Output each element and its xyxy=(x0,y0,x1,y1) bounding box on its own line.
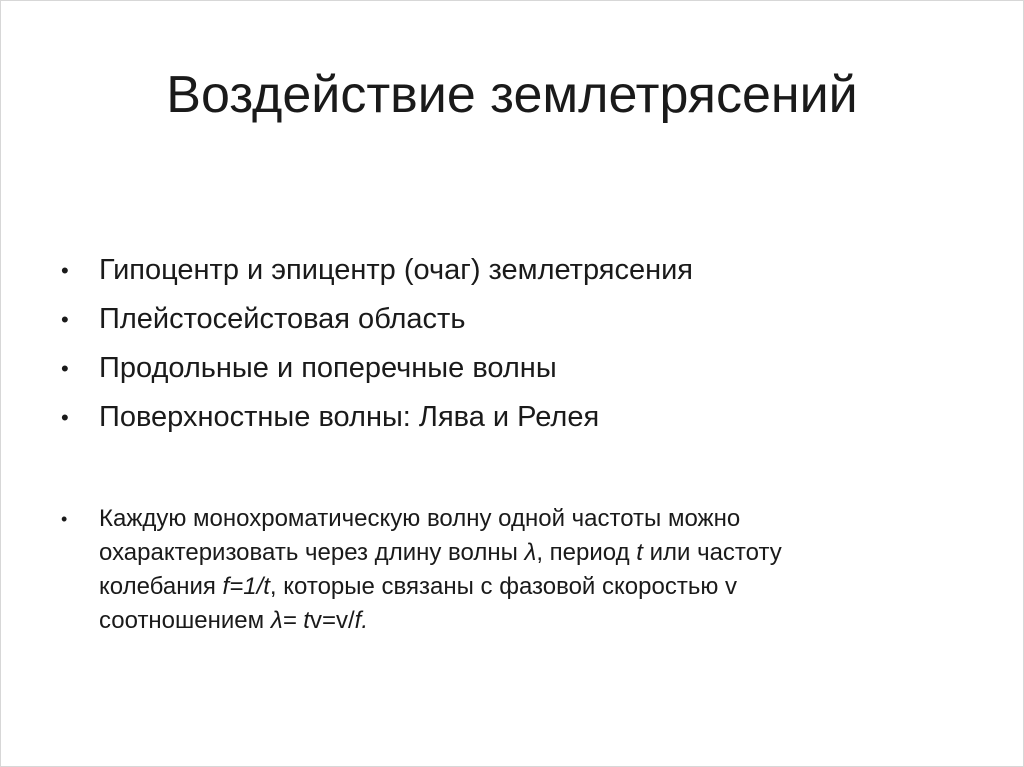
note-text: , которые связаны с фазовой скоростью v xyxy=(269,573,737,600)
note-text: колебания xyxy=(99,573,223,600)
bullet-list xyxy=(61,246,961,442)
note-text: v=v/ xyxy=(309,607,355,634)
frequency-symbol: f. xyxy=(354,607,369,634)
bullet-marker: • xyxy=(61,258,69,283)
bullet-item xyxy=(61,246,961,295)
note-line-1 xyxy=(99,502,961,536)
bullet-marker: • xyxy=(61,509,68,529)
bullet-marker: • xyxy=(61,356,69,381)
note-text: соотношением xyxy=(99,607,271,634)
bullet-text: Плейстосейстовая область xyxy=(99,303,466,335)
bullet-item xyxy=(61,295,961,344)
wavelength-formula: λ= t xyxy=(270,607,310,634)
lambda-symbol: λ xyxy=(524,539,537,566)
note-list xyxy=(61,502,961,638)
slide-title: Воздействие землетрясений xyxy=(166,66,858,124)
note-line-2 xyxy=(99,536,961,570)
bullet-item xyxy=(61,393,961,442)
note-item xyxy=(61,502,961,638)
bullet-text: Продольные и поперечные волны xyxy=(99,352,557,384)
frequency-formula: f=1/t xyxy=(222,573,270,600)
note-text: Каждую монохроматическую волну одной частоты можно xyxy=(99,505,741,532)
note-line-4 xyxy=(99,604,961,638)
note-line-3 xyxy=(99,570,961,604)
period-symbol: t xyxy=(636,539,643,566)
note-text: охарактеризовать через длину волны xyxy=(99,539,525,566)
bullet-marker: • xyxy=(61,405,69,430)
bullet-text: Гипоцентр и эпицентр (очаг) землетрясения xyxy=(99,254,693,286)
note-text: или частоту xyxy=(642,539,782,566)
note-text: , период xyxy=(536,539,637,566)
bullet-text: Поверхностные волны: Лява и Релея xyxy=(99,401,600,433)
bullet-marker: • xyxy=(61,307,69,332)
bullet-item xyxy=(61,344,961,393)
